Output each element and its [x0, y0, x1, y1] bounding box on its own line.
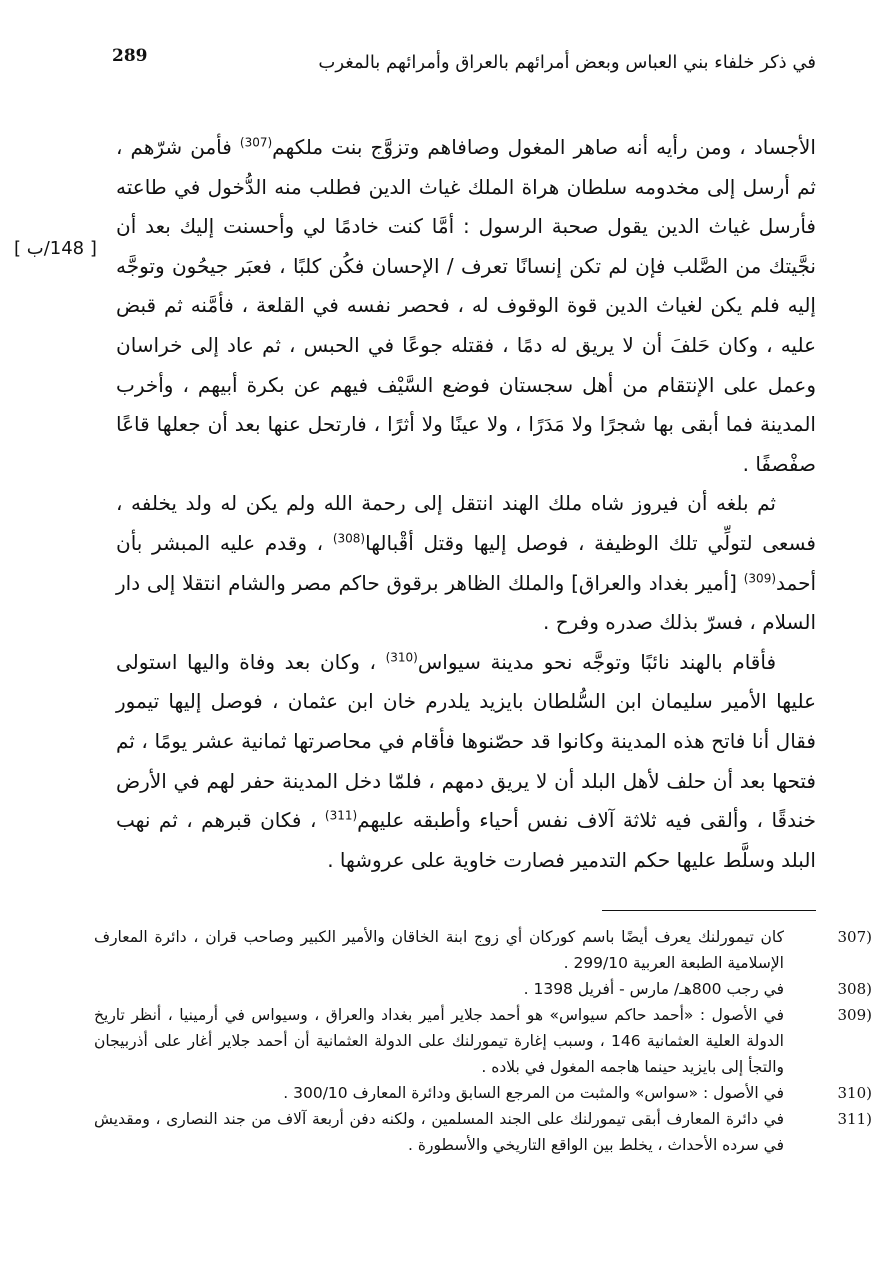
footnote-number: 309)	[837, 1006, 872, 1024]
paragraph-3-text-a: فأقام بالهند نائبًا وتوجَّه نحو مدينة سيواس	[417, 649, 777, 674]
paragraph-2	[116, 484, 816, 642]
manuscript-folio-marker: [ 148/ب ]	[14, 238, 97, 259]
footnotes	[94, 924, 872, 1158]
footnote-number: 307)	[837, 928, 872, 946]
footnote-ref-308: (308)	[332, 531, 366, 546]
footnote-text: كان تيمورلنك يعرف أيضًا باسم كوركان أي زوج ابنة الخاقان والأمير الكبير وصاحب قران ، دائرة المعارف الإسلامية الطبعة العربية 299/10 .	[94, 928, 784, 972]
paragraph-2-text-b: ، وقدم عليه المبشر بأن أحمد	[116, 530, 816, 595]
footnote-ref-309: (309)	[743, 570, 777, 585]
paragraph-2-text-c: [أمير بغداد والعراق] والملك الظاهر برقوق حاكم مصر والشام انتقلا إلى دار السلام ، فسرّ بذلك صدره وفرح .	[116, 570, 816, 635]
footnote-ref-307: (307)	[239, 135, 273, 150]
running-title: في ذكر خلفاء بني العباس وبعض أمرائهم بالعراق وأمرائهم بالمغرب	[318, 52, 816, 73]
footnote-309	[94, 1002, 872, 1080]
paragraph-3	[116, 643, 816, 881]
paragraph-1-text-a: الأجساد ، ومن رأيه أنه صاهر المغول وصافاهم وتزوَّج بنت ملكهم	[272, 135, 816, 159]
footnote-text: في الأصول : «أحمد حاكم سيواس» هو أحمد جلاير أمير بغداد والعراق ، وسيواس في أرمينيا ، أنظر تاريخ الدولة العلية العثمانية 146 ، وسبب إغارة تيمورلنك على الدولة العثمانية أن أحمد جلاير أغار على أذربيجان والتجأ إلى بايزيد حينما هاجمه المغول في بلاده .	[94, 1006, 784, 1076]
footnote-separator	[602, 910, 816, 911]
footnote-307	[94, 924, 872, 976]
footnote-text: في رجب 800هـ/ مارس - أفريل 1398 .	[523, 980, 784, 998]
page-number: 289	[112, 46, 148, 66]
main-text	[116, 128, 816, 880]
footnote-text: في دائرة المعارف أبقى تيمورلنك على الجند المسلمين ، ولكنه دفن أربعة آلاف من جند النصارى ، ومقديش في سرده الأحداث ، يخلط بين الواقع التاريخي والأسطورة .	[94, 1110, 784, 1154]
footnote-308	[94, 976, 872, 1002]
footnote-number: 308)	[837, 980, 872, 998]
footnote-text: في الأصول : «سواس» والمثبت من المرجع السابق ودائرة المعارف 300/10 .	[283, 1084, 784, 1102]
footnote-ref-311: (311)	[324, 808, 358, 823]
paragraph-3-text-b: ، وكان بعد وفاة واليها استولى عليها الأمير سليمان ابن السُّلطان بايزيد يلدرم خان ابن عثمان ، فوصل إليها تيمور فقال أنا فاتح هذه المدينة وكانوا قد حصّنوها فأقام في محاصرتها ثمانية عشر يومًا ، ثم فتحها بعد أن حلف لأهل البلد أن لا يريق دمهم ، فلمّا دخل المدينة حفر لهم في الأرض خندقًا ، وألقى فيه ثلاثة آلاف نفس أحياء وأطبقه عليهم	[116, 649, 816, 833]
paragraph-2-text-a: ثم بلغه أن فيروز شاه ملك الهند انتقل إلى رحمة الله ولم يكن له ولد يخلفه ، فسعى لتولِّي تلك الوظيفة ، فوصل إليها وقتل أقْبالها	[116, 491, 816, 555]
paragraph-1	[116, 128, 816, 484]
footnote-number: 310)	[837, 1084, 872, 1102]
paragraph-1-text-b: فأمن شرّهم ، ثم أرسل إلى مخدومه سلطان هراة الملك غياث الدين فطلب منه الدُّخول في طاعته فأرسل غياث الدين يقول صحبة الرسول : أمَّا كنت خادمًا لي وأحسنت إليك بعد أن نجَّيتك من الصَّلب فإن لم تكن إنسانًا تعرف / الإحسان فكُن كلبًا ، فعبَر جيحُون وتوجَّه إليه فلم يكن لغياث الدين قوة الوقوف له ، فحصر نفسه في القلعة ، فأمَّنه ثم قبض عليه ، وكان حَلفَ أن لا يريق له دمًا ، فقتله جوعًا في الحبس ، ثم عاد إلى خراسان وعمل على الإنتقام من أهل سجستان فوضع السَّيْف فيهم عن بكرة أبيهم ، وأخرب المدينة فما أبقى بها شجرًا ولا مَدَرًا ، ولا عينًا ولا أثرًا ، فارتحل عنها بعد أن جعلها قاعًا صفْصفًا .	[116, 135, 816, 476]
footnote-311	[94, 1106, 872, 1158]
footnote-number: 311)	[837, 1110, 872, 1128]
paragraph-3-text-c: ، فكان قبرهم ، ثم نهب البلد وسلَّط عليها حكم التدمير فصارت خاوية على عروشها .	[116, 808, 816, 872]
footnote-310	[94, 1080, 872, 1106]
footnote-ref-310: (310)	[385, 650, 418, 665]
